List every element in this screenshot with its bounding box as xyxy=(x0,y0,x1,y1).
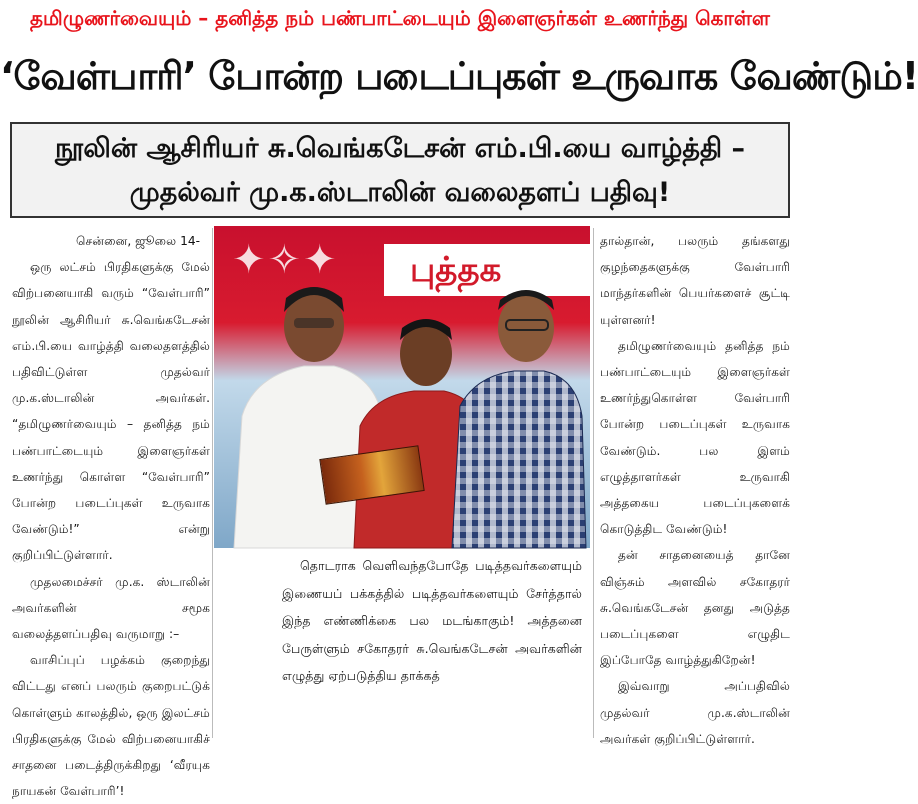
banner-decoration: ✦✧✦ xyxy=(232,237,339,283)
article-headline: ‘வேள்பாரி’ போன்ற படைப்புகள் உருவாக வேண்டும்! xyxy=(0,54,918,98)
paragraph: தன் சாதனையைத் தானே விஞ்சும் அளவில் சகோதரர் சு.வெங்கடேசன் தனது அடுத்த படைப்புகளை எழுதிட இப்போதே வாழ்த்துகிறேன்! xyxy=(600,548,790,668)
banner-text: புத்தக xyxy=(410,250,502,290)
person-right xyxy=(452,290,586,548)
paragraph: வாசிப்புப் பழக்கம் குறைந்து விட்டது எனப் பலரும் குறைபட்டுக் கொள்ளும் காலத்தில், ஒரு இலட்சம் பிரதிகளுக்கு மேல் விற்பனையாகிச் சாதனை படைத்திருக்கிறது ‘வீரயுக நாயகன் வேள்பாரி’! xyxy=(12,653,210,799)
people-illustration xyxy=(214,226,590,548)
subheadline-line-1: நூலின் ஆசிரியர் சு.வெங்கடேசன் எம்.பி.யை வாழ்த்தி – xyxy=(55,133,745,164)
paragraph: முதலமைச்சர் மு.க. ஸ்டாலின் அவர்களின் சமூக வலைத்தளப்பதிவு வருமாறு :– xyxy=(12,574,210,642)
paragraph: தால்தான், பலரும் தங்களது குழந்தைகளுக்கு வேள்பாரி மாந்தர்களின் பெயர்களைச் சூட்டி யுள்ளனர்! xyxy=(600,234,790,327)
article-kicker: தமிழுணர்வையும் – தனித்த நம் பண்பாட்டையும் இளைஞர்கள் உணர்ந்து கொள்ள xyxy=(30,6,770,30)
column-rule xyxy=(212,228,213,738)
paragraph: ஒரு லட்சம் பிரதிகளுக்கு மேல் விற்பனையாகி வரும் “வேள்பாரி” நூலின் ஆசிரியர் சு.வெங்கடேசன் எம்.பி.யை வாழ்த்தி வலைதளத்தில் பதிவிட்டுள்ள முதல்வர் மு.க.ஸ்டாலின் அவர்கள். “தமிழுணர்வையும் – தனித்த நம் பண்பாட்டையும் இளைஞர்கள் உணர்ந்து கொள்ள “வேள்பாரி” போன்ற படைப்புகள் உருவாக வேண்டும்!” என்று குறிப்பிட்டுள்ளார். xyxy=(12,260,210,563)
left-column xyxy=(12,228,210,804)
dateline: சென்னை, ஜூலை 14- xyxy=(76,234,200,248)
paragraph: தமிழுணர்வையும் தனித்த நம் பண்பாட்டையும் இளைஞர்கள் உணர்ந்துகொள்ள வேள்பாரி போன்ற படைப்புகள் உருவாக வேண்டும். பல இளம் எழுத்தாளர்கள் உருவாகி அத்தகைய படைப்புகளைக் கொடுத்திட வேண்டும்! xyxy=(600,338,790,537)
paragraph: தொடராக வெளிவந்தபோதே படித்தவர்களையும் இணையப் பக்கத்தில் படித்தவர்களையும் சேர்த்தால் இந்த எண்ணிக்கை பல மடங்காகும்! அத்தனை பேருள்ளும் சகோதரர் சு.வெங்கடேசன் அவர்களின் எழுத்து ஏற்படுத்திய தாக்கத் xyxy=(282,558,582,683)
paragraph: இவ்வாறு அப்பதிவில் முதல்வர் மு.க.ஸ்டாலின் அவர்கள் குறிப்பிட்டுள்ளார். xyxy=(600,679,790,746)
column-rule xyxy=(593,228,594,738)
right-column xyxy=(600,228,790,752)
subheadline-line-2: முதல்வர் மு.க.ஸ்டாலின் வலைதளப் பதிவு! xyxy=(129,177,671,208)
news-photo xyxy=(214,226,590,548)
subheadline-box xyxy=(10,122,790,218)
middle-column xyxy=(282,552,582,690)
